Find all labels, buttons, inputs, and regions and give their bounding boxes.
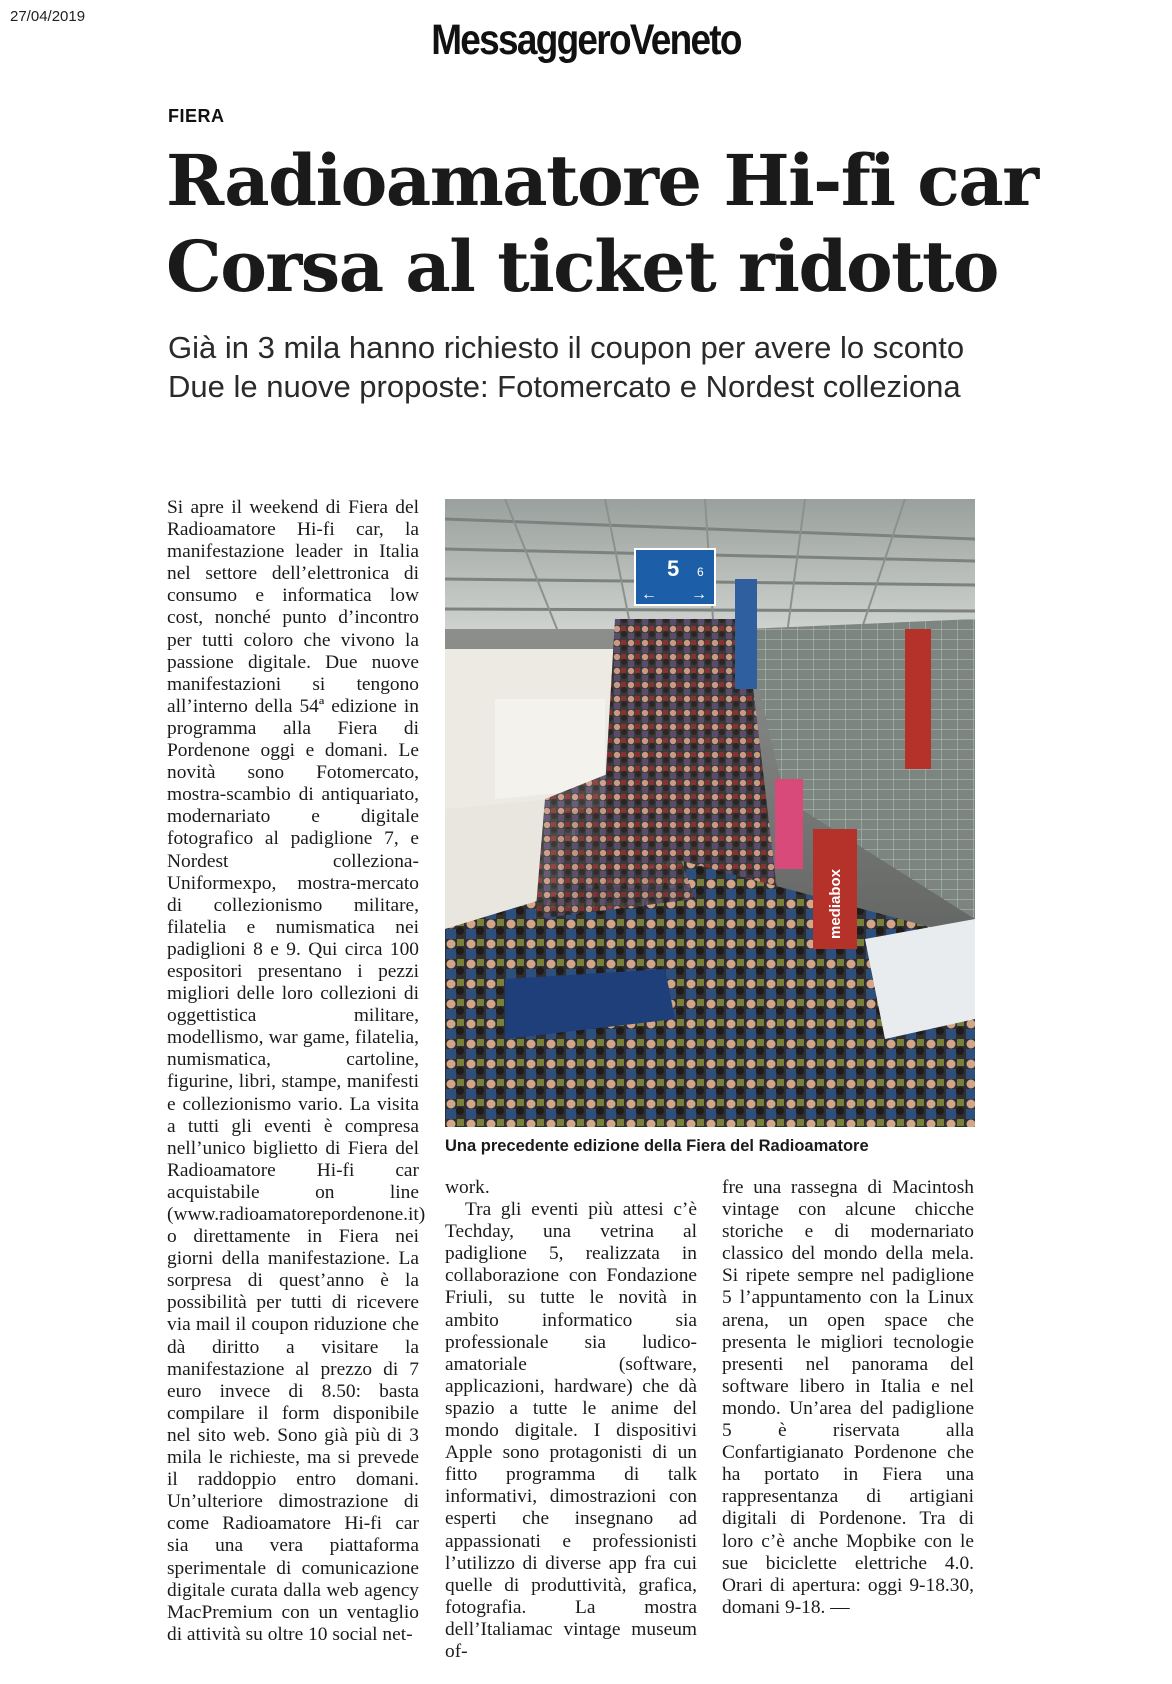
body-column-2: [445, 1177, 697, 1663]
section-label: FIERA: [168, 106, 225, 126]
body-column-3: [722, 1177, 974, 1619]
sign-left-arrow: ←: [641, 586, 657, 603]
body-paragraph: work.: [445, 1177, 490, 1198]
headline-line-1: Radioamatore Hi-fi car: [166, 139, 1038, 222]
subheadline-line-1: Già in 3 mila hanno richiesto il coupon per avere lo sconto: [168, 330, 965, 365]
sign-hall-number: 5: [667, 556, 680, 581]
photo-caption: Una precedente edizione della Fiera del Radioamatore: [445, 1137, 869, 1155]
subheadline: [168, 328, 1148, 406]
body-paragraph: fre una rassegna di Macintosh vintage con alcune chicche storiche e di modernariato classico del mondo della mela. Si ripete sempre nel padiglione 5 l’appuntamento con la Linux arena, un open space che presenta le migliori tecnologie presenti nel panorama del software libero in Italia e nel mondo. Un’area del padiglione 5 è riservata alla Confartigianato Pordenone che ha portato in Fiera una rappresentanza di artigiani digitali di Pordenone. Tra di loro c’è anche Mopbike con le sue biciclette elettriche 4.0. Orari di apertura: oggi 9-18.30, domani 9-18. —: [722, 1177, 974, 1618]
banner-text: mediabox: [827, 868, 844, 939]
body-paragraph: Tra gli eventi più attesi c’è Techday, una vetrina al padiglione 5, realizzata in collaborazione con Fondazione Friuli, su tutte le novità in ambito informatico sia professionale sia ludico-amatoriale (software, applicazioni, hardware) che dà spazio a tutte le anime del mondo digitale. I dispositivi Apple sono protagonisti di un fitto programma di talk informativi, dimostrazioni con esperti che insegnano ad appassionati e professionisti l’utilizzo di diverse app fra cui quelle di produttività, grafica, fotografia. La mostra dell’Italiamac vintage museum of-: [445, 1199, 697, 1662]
sign-right-arrow: →: [691, 586, 707, 603]
publication-date: 27/04/2019: [10, 8, 86, 25]
body-paragraph: Si apre il weekend di Fiera del Radioamatore Hi-fi car, la manifestazione leader in Italia nel settore dell’elettronica di consumo e informatica low cost, nonché punto d’incontro per tutti coloro che vivono la passione digitale. Due nuove manifestazioni si tengono all’interno della 54ª edizione in programma alla Fiera di Pordenone oggi e domani. Le novità sono Fotomercato, mostra-scambio di antiquariato, modernariato e digitale fotografico al padiglione 7, e Nordest colleziona-Uniformexpo, mostra-mercato di collezionismo militare, filatelia e numismatica nei padiglioni 8 e 9. Qui circa 100 espositori presentano i pezzi migliori delle loro collezioni di oggettistica militare, modellismo, war game, filatelia, numismatica, cartoline, figurine, libri, stampe, manifesti e collezionismo vario. La visita a tutti gli eventi è compresa nell’unico biglietto di Fiera del Radioamatore Hi-fi car acquistabile on line (www.radioamatorepordenone.it) o direttamente in Fiera nei giorni della manifestazione. La sorpresa di quest’anno è la possibilità per tutti di ricevere via mail il coupon riduzione che dà diritto a visitare la manifestazione al prezzo di 7 euro invece di 8.50: basta compilare il form disponibile nel sito web. Sono già più di 3 mila le richieste, ma si prevede il raddoppio entro domani. Un’ulteriore dimostrazione di come Radioamatore Hi-fi car sia una vera piattaforma sperimentale di comunicazione digitale curata dalla web agency MacPremium con un ventaglio di attività su oltre 10 social net-: [167, 497, 426, 1645]
body-column-1: [167, 497, 426, 1646]
headline-line-2: Corsa al ticket ridotto: [166, 225, 998, 308]
headline: [166, 138, 1146, 310]
fair-crowd-photo: [445, 499, 975, 1127]
sign-side-number: 6: [697, 565, 704, 579]
subheadline-line-2: Due le nuove proposte: Fotomercato e Nordest colleziona: [168, 369, 961, 404]
newspaper-masthead: MessaggeroVeneto: [431, 16, 741, 64]
photo-illustration: [445, 499, 975, 1127]
